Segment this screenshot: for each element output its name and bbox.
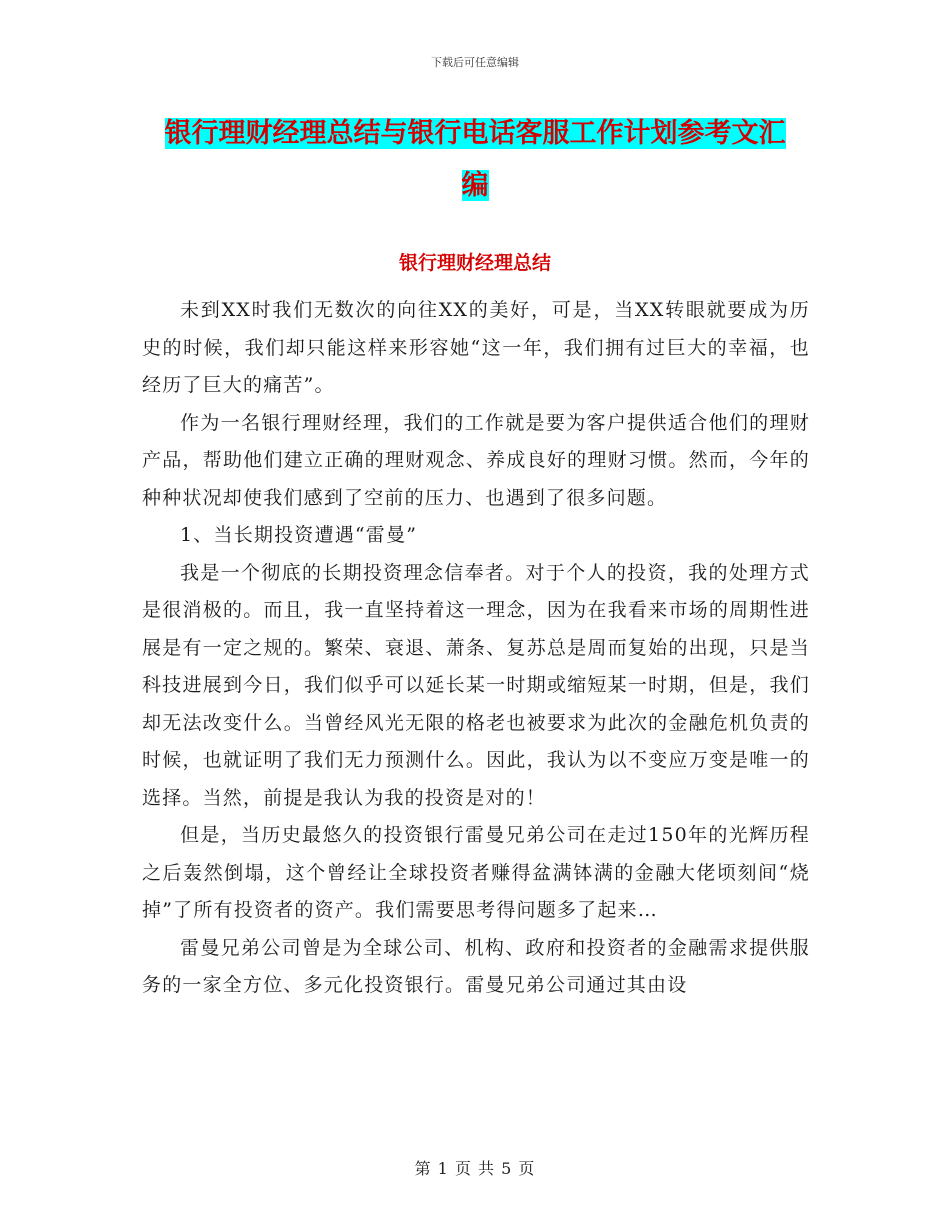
document-title-line2: 编 [461, 170, 489, 201]
paragraph: 我是一个彻底的长期投资理念信奉者。对于个人的投资，我的处理方式是很消极的。而且，我一直坚持着这一理念，因为在我看来市场的周期性进展是有一定之规的。繁荣、衰退、萧条、复苏总是周而复始的出现，只是当科技进展到今日，我们似乎可以延长某一时期或缩短某一时期，但是，我们却无法改变什么。当曾经风光无限的格老也被要求为此次的金融危机负责的时候，也就证明了我们无力预测什么。因此，我认为以不变应万变是唯一的选择。当然，前提是我认为我的投资是对的！ [142, 561, 810, 809]
section-title: 银行理财经理总结 [398, 252, 551, 274]
document-title [140, 108, 810, 212]
body-text [142, 292, 810, 1005]
paragraph: 作为一名银行理财经理，我们的工作就是要为客户提供适合他们的理财产品，帮助他们建立正确的理财观念、养成良好的理财习惯。然而，今年的种种状况却使我们感到了空前的压力、也遇到了很多问题。 [142, 411, 810, 509]
paragraph: 但是，当历史最悠久的投资银行雷曼兄弟公司在走过150年的光辉历程之后轰然倒塌，这个曾经让全球投资者赚得盆满钵满的金融大佬顷刻间“烧掉”了所有投资者的资产。我们需要思考得问题多了起来… [142, 824, 810, 921]
document-title-line1: 银行理财经理总结与银行电话客服工作计划参考文汇 [164, 118, 786, 149]
paragraph: 雷曼兄弟公司曾是为全球公司、机构、政府和投资者的金融需求提供服务的一家全方位、多元化投资银行。雷曼兄弟公司通过其由设 [142, 936, 810, 996]
paragraph: 1、当长期投资遭遇“雷曼” [180, 524, 418, 546]
header-note: 下载后可任意编辑 [431, 56, 519, 69]
paragraph: 未到XX时我们无数次的向往XX的美好，可是，当XX转眼就要成为历史的时候，我们却只能这样来形容她“这一年，我们拥有过巨大的幸福，也经历了巨大的痛苦”。 [142, 299, 810, 396]
page-footer: 第 1 页 共 5 页 [414, 1159, 536, 1178]
